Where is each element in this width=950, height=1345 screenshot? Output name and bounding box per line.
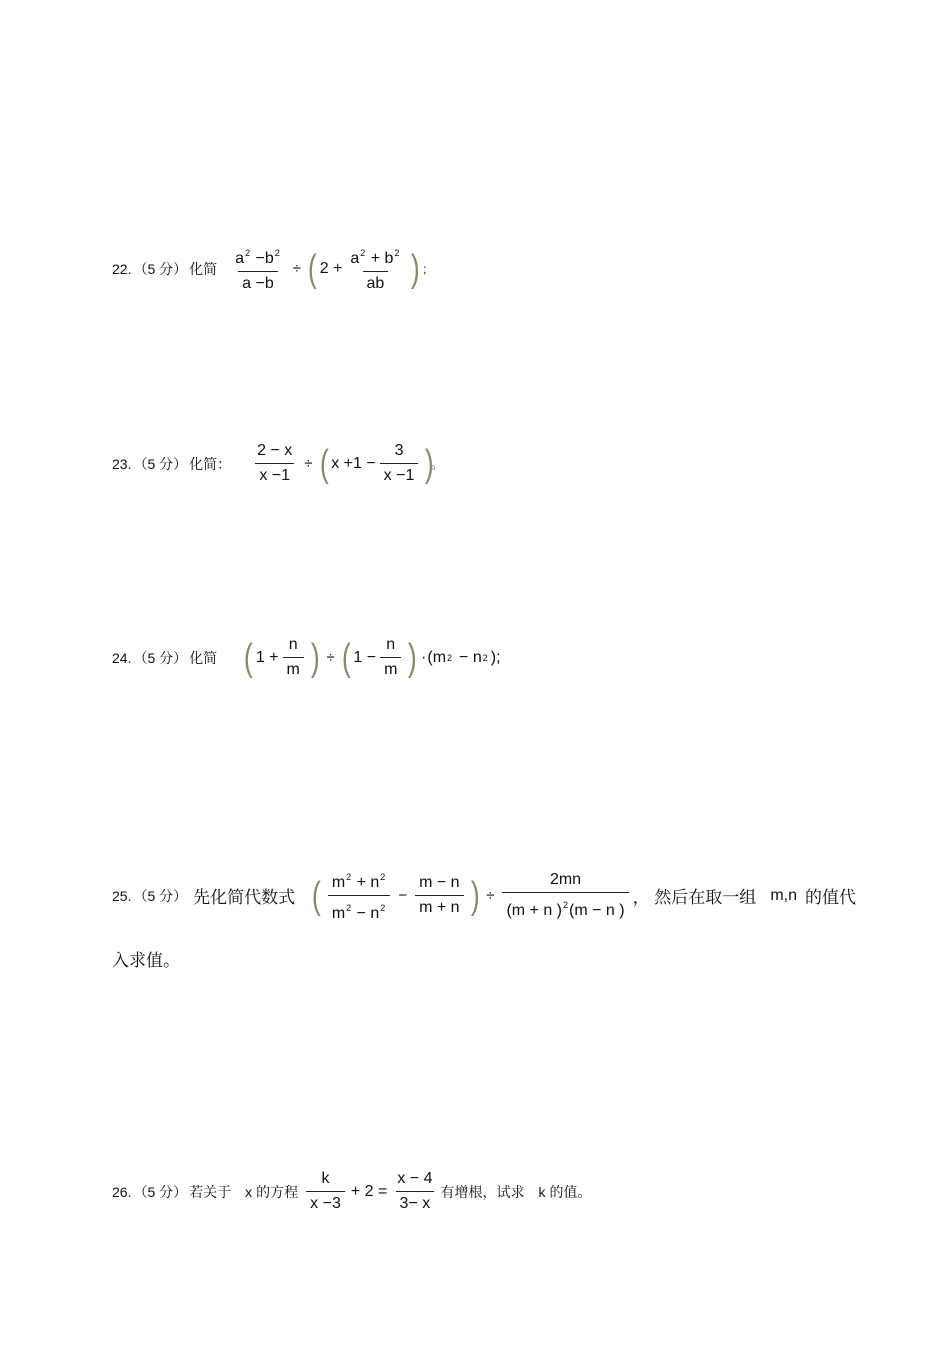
math-term: );: [490, 648, 501, 666]
problem-22: [112, 244, 426, 293]
math-term: (m + n ): [506, 902, 562, 919]
denominator: m + n: [415, 895, 463, 917]
fraction: [306, 1170, 345, 1213]
math-term: m: [331, 905, 346, 922]
math-term: 1 +: [255, 648, 279, 666]
numerator: k: [321, 1170, 330, 1187]
fraction: [231, 244, 285, 293]
problem-25: [112, 868, 856, 923]
problem-number: 22.: [112, 260, 132, 277]
exponent: 2: [346, 903, 352, 913]
numerator: m − n: [419, 874, 460, 891]
denominator: a −b: [238, 271, 278, 293]
right-paren: ): [425, 442, 435, 485]
problem-instruction: 化简: [189, 260, 218, 277]
math-term: −b: [255, 250, 274, 267]
punctuation: ;: [423, 261, 427, 276]
right-paren: ): [470, 874, 480, 917]
numerator: 2mn: [549, 871, 582, 888]
math-expression: [227, 244, 426, 293]
fraction: [346, 244, 404, 293]
exponent: 2: [380, 903, 386, 913]
denominator: m: [283, 657, 304, 679]
exponent: 2: [274, 248, 280, 258]
fraction: [253, 442, 296, 485]
left-paren: (: [319, 442, 329, 485]
denominator: x −1: [255, 463, 294, 485]
problem-instruction: 先化简代数式: [193, 888, 296, 907]
math-term: (m − n ): [569, 902, 625, 919]
denominator: x −3: [306, 1191, 345, 1213]
divide-sign: ÷: [292, 260, 302, 277]
problem-number: 23.: [112, 455, 132, 472]
math-term: + 2 =: [350, 1182, 388, 1200]
exponent: 2: [245, 248, 251, 258]
problem-score: （5 分）: [133, 455, 188, 472]
minus-sign: −: [398, 887, 408, 904]
math-term: 2 +: [319, 259, 343, 277]
math-term: − n: [459, 648, 482, 666]
problem-score: （5 分）: [133, 887, 188, 904]
fraction: [415, 874, 463, 917]
divide-sign: ÷: [326, 649, 335, 666]
left-paren: (: [341, 636, 351, 679]
problem-score: （5 分）: [133, 260, 188, 277]
problem-score: （5 分）: [133, 649, 188, 666]
punctuation: 。: [431, 457, 444, 471]
math-term: a: [350, 250, 360, 267]
problem-number: 26.: [112, 1183, 132, 1200]
exponent: 2: [563, 900, 569, 910]
problem-text: 的方程: [256, 1183, 299, 1200]
fraction: [380, 636, 401, 679]
fraction: [502, 871, 628, 920]
problem-instruction: 化简：: [189, 455, 232, 472]
math-expression: [309, 868, 632, 923]
denominator: x −1: [380, 463, 419, 485]
math-term: x +1 −: [331, 454, 376, 472]
problem-number: 25.: [112, 887, 132, 904]
right-paren: ): [411, 247, 421, 290]
fraction: [328, 868, 391, 923]
exponent: 2: [380, 872, 386, 882]
divide-sign: ÷: [486, 887, 495, 904]
denominator: m: [380, 657, 401, 679]
problem-text: 若关于: [189, 1183, 232, 1200]
numerator: 3: [394, 442, 404, 459]
problem-text: ， 然后在取一组: [632, 888, 757, 907]
variable: m,n: [770, 886, 797, 904]
denominator: ab: [363, 271, 389, 293]
left-paren: (: [244, 636, 253, 679]
numerator: n: [288, 636, 298, 653]
left-paren: (: [312, 874, 321, 917]
problem-text: 有增根，试求: [440, 1183, 525, 1200]
problem-25-continuation: 入求值。: [112, 951, 180, 970]
problem-number: 24.: [112, 649, 132, 666]
math-term: (m: [427, 648, 447, 666]
divide-sign: ÷: [304, 455, 313, 472]
right-paren: ): [310, 636, 320, 679]
multiply-dot: ·: [421, 648, 427, 666]
problem-23: [112, 442, 443, 485]
math-term: a: [235, 250, 245, 267]
exponent: 2: [482, 652, 488, 663]
problem-text: 的值代: [804, 888, 856, 907]
variable: k: [538, 1183, 546, 1200]
fraction: [393, 1170, 436, 1213]
math-term: 1 −: [353, 648, 377, 666]
problem-text: 的值。: [549, 1183, 592, 1200]
numerator: n: [386, 636, 396, 653]
math-term: + n: [356, 874, 380, 891]
math-expression: [249, 442, 443, 485]
math-expression: [302, 1170, 440, 1213]
numerator: 2 − x: [257, 442, 293, 459]
math-term: − n: [356, 905, 380, 922]
problem-26: [112, 1170, 591, 1213]
problem-instruction: 化简: [189, 649, 218, 666]
problem-24: [112, 636, 501, 679]
fraction: [283, 636, 304, 679]
problem-score: （5 分）: [133, 1183, 188, 1200]
exponent: 2: [360, 248, 366, 258]
exponent: 2: [394, 248, 400, 258]
math-expression: [241, 636, 500, 679]
exponent: 2: [346, 872, 352, 882]
left-paren: (: [307, 247, 317, 290]
variable: x: [245, 1183, 253, 1200]
right-paren: ): [408, 636, 418, 679]
math-term: m: [331, 874, 346, 891]
exponent: 2: [447, 652, 453, 663]
denominator: 3− x: [396, 1191, 435, 1213]
numerator: x − 4: [397, 1170, 433, 1187]
math-term: + b: [370, 250, 394, 267]
fraction: [380, 442, 419, 485]
